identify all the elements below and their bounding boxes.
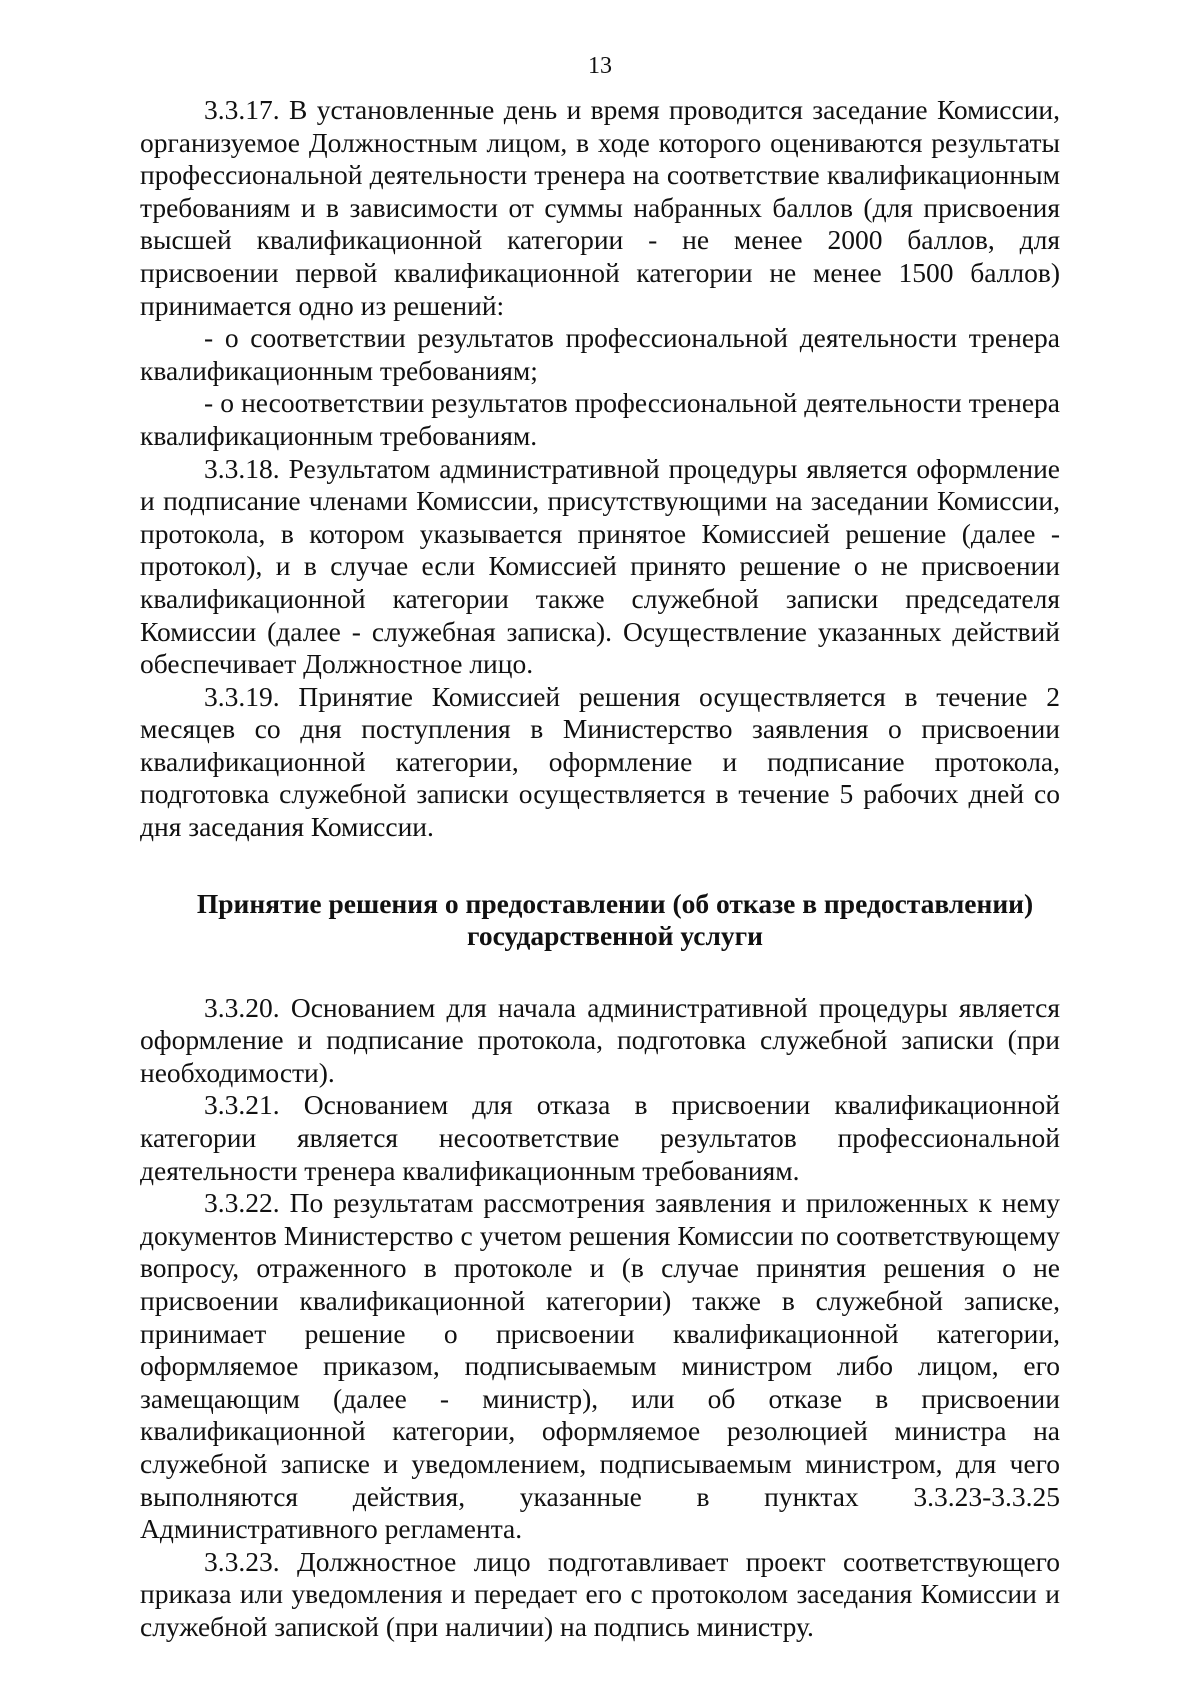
list-item-compliance: - о соответствии результатов профессиональной деятельности тренера квалификационным требованиям; — [140, 322, 1060, 386]
paragraph-3-3-22: 3.3.22. По результатам рассмотрения заявления и приложенных к нему документов Министерство с учетом решения Комиссии по соответствующему вопросу, отраженного в протоколе и (в случае принятия решения о не присвоении квалификационной категории) также в служебной записке, принимает решение о присвоении квалификационной категории, оформляемое приказом, подписываемым министром либо лицом, его замещающим (далее - министр), или об отказе в присвоении квалификационной категории, оформляемое резолюцией министра на служебной записке и уведомлением, подписываемым министром, для чего выполняются действия, указанные в пунктах 3.3.23-3.3.25 Административного регламента. — [140, 1187, 1060, 1545]
paragraph-3-3-21: 3.3.21. Основанием для отказа в присвоении квалификационной категории является несоответствие результатов профессиональной деятельности тренера квалификационным требованиям. — [140, 1089, 1060, 1186]
section-heading-line-1: Принятие решения о предоставлении (об отказе в предоставлении) — [196, 887, 1034, 919]
document-body — [140, 94, 1060, 1644]
list-item-noncompliance: - о несоответствии результатов профессиональной деятельности тренера квалификационным требованиям. — [140, 387, 1060, 451]
page-number: 13 — [588, 53, 612, 79]
section-heading — [140, 888, 1060, 952]
paragraph-3-3-20: 3.3.20. Основанием для начала административной процедуры является оформление и подписание протокола, подготовка служебной записки (при необходимости). — [140, 991, 1060, 1088]
paragraph-3-3-23: 3.3.23. Должностное лицо подготавливает проект соответствующего приказа или уведомления и передает его с протоколом заседания Комиссии и служебной запиской (при наличии) на подпись министру. — [140, 1545, 1060, 1642]
paragraph-3-3-19: 3.3.19. Принятие Комиссией решения осуществляется в течение 2 месяцев со дня поступления в Министерство заявления о присвоении квалификационной категории, оформление и подписание протокола, подготовка служебной записки осуществляется в течение 5 рабочих дней со дня заседания Комиссии. — [140, 680, 1060, 843]
paragraph-3-3-17: 3.3.17. В установленные день и время проводится заседание Комиссии, организуемое Должностным лицом, в ходе которого оцениваются результаты профессиональной деятельности тренера на соответствие квалификационным требованиям и в зависимости от суммы набранных баллов (для присвоения высшей квалификационной категории - не менее 2000 баллов, для присвоении первой квалификационной категории не менее 1500 баллов) принимается одно из решений: — [140, 94, 1060, 321]
paragraph-3-3-18: 3.3.18. Результатом административной процедуры является оформление и подписание членами Комиссии, присутствующими на заседании Комиссии, протокола, в котором указывается принятое Комиссией решение (далее - протокол), и в случае если Комиссией принято решение о не присвоении квалификационной категории также служебной записки председателя Комиссии (далее - служебная записка). Осуществление указанных действий обеспечивает Должностное лицо. — [140, 452, 1060, 680]
section-heading-line-2: государственной услуги — [467, 919, 763, 951]
